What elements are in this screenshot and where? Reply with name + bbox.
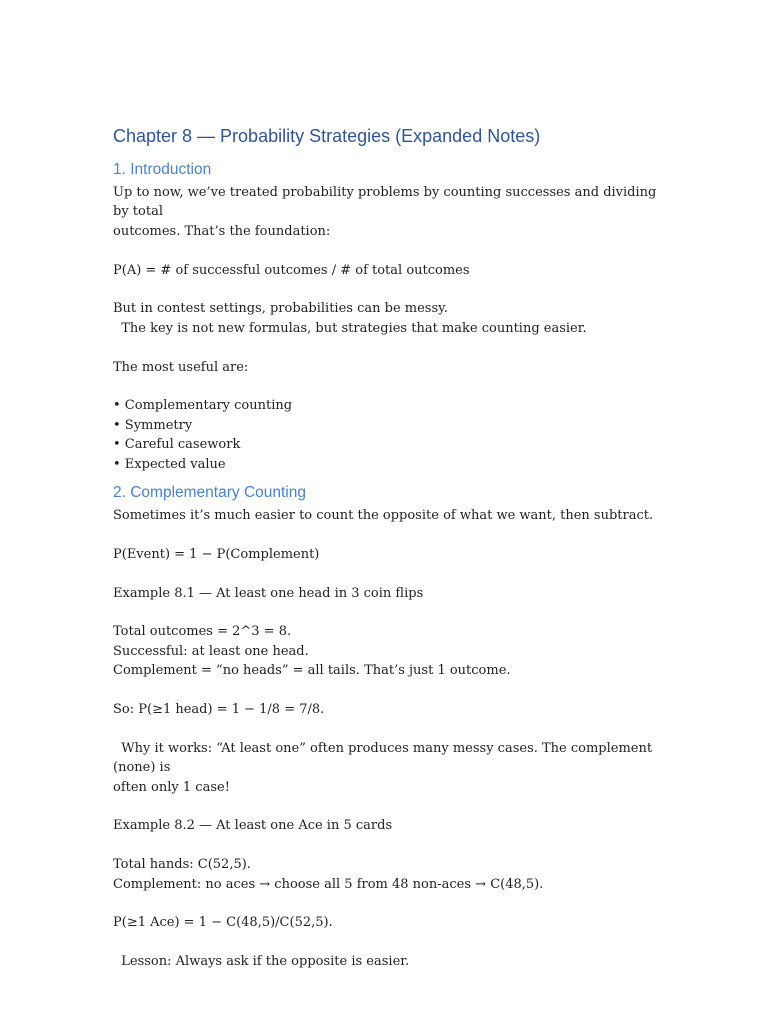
section-body-introduction: [113, 183, 668, 474]
blank-line: [113, 719, 668, 738]
paragraph-line: often only 1 case!: [113, 779, 230, 795]
formula-line: P(A) = # of successful outcomes / # of total outcomes: [113, 262, 470, 278]
blank-line: [113, 681, 668, 700]
bullet-item: • Complementary counting: [113, 398, 293, 414]
paragraph-line: Successful: at least one head.: [113, 643, 309, 659]
blank-line: [113, 525, 668, 544]
formula-line: P(≥1 Ace) = 1 − C(48,5)/C(52,5).: [113, 915, 333, 931]
blank-line: [113, 377, 668, 396]
example-heading: Example 8.2 — At least one Ace in 5 cards: [113, 818, 393, 834]
blank-line: [113, 280, 668, 299]
blank-line: [113, 933, 668, 952]
paragraph-line: The key is not new formulas, but strategies that make counting easier.: [113, 320, 587, 336]
paragraph-line: The most useful are:: [113, 359, 249, 375]
formula-line: So: P(≥1 head) = 1 − 1/8 = 7/8.: [113, 702, 325, 718]
paragraph-line: But in contest settings, probabilities can be messy.: [113, 301, 448, 317]
formula-line: P(Event) = 1 − P(Complement): [113, 546, 320, 562]
section-heading-introduction: 1. Introduction: [113, 161, 212, 178]
blank-line: [113, 241, 668, 260]
bullet-item: • Symmetry: [113, 417, 193, 433]
lesson-line: Lesson: Always ask if the opposite is easier.: [113, 954, 410, 970]
page-title: Chapter 8 — Probability Strategies (Expanded Notes): [113, 126, 541, 146]
blank-line: [113, 797, 668, 816]
paragraph-line: Sometimes it’s much easier to count the opposite of what we want, then subtract.: [113, 508, 654, 524]
blank-line: [113, 338, 668, 357]
bullet-item: • Careful casework: [113, 437, 241, 453]
section-heading-complementary-counting: 2. Complementary Counting: [113, 484, 306, 502]
paragraph-line: Total hands: C(52,5).: [113, 857, 251, 873]
paragraph-line: Why it works: “At least one” often produces many messy cases. The complement (none) is: [113, 740, 657, 776]
bullet-item: • Expected value: [113, 456, 226, 472]
section-body-complementary-counting: [113, 506, 668, 972]
paragraph-line: Up to now, we’ve treated probability problems by counting successes and dividing by total: [113, 185, 661, 220]
paragraph-line: Complement = “no heads” = all tails. That’s just 1 outcome.: [113, 663, 511, 679]
blank-line: [113, 836, 668, 855]
paragraph-line: outcomes. That’s the foundation:: [113, 223, 331, 239]
paragraph-line: Total outcomes = 2^3 = 8.: [113, 624, 292, 640]
blank-line: [113, 564, 668, 583]
example-heading: Example 8.1 — At least one head in 3 coin flips: [113, 585, 424, 601]
paragraph-line: Complement: no aces → choose all 5 from 48 non-aces → C(48,5).: [113, 876, 544, 892]
blank-line: [113, 603, 668, 622]
blank-line: [113, 894, 668, 913]
